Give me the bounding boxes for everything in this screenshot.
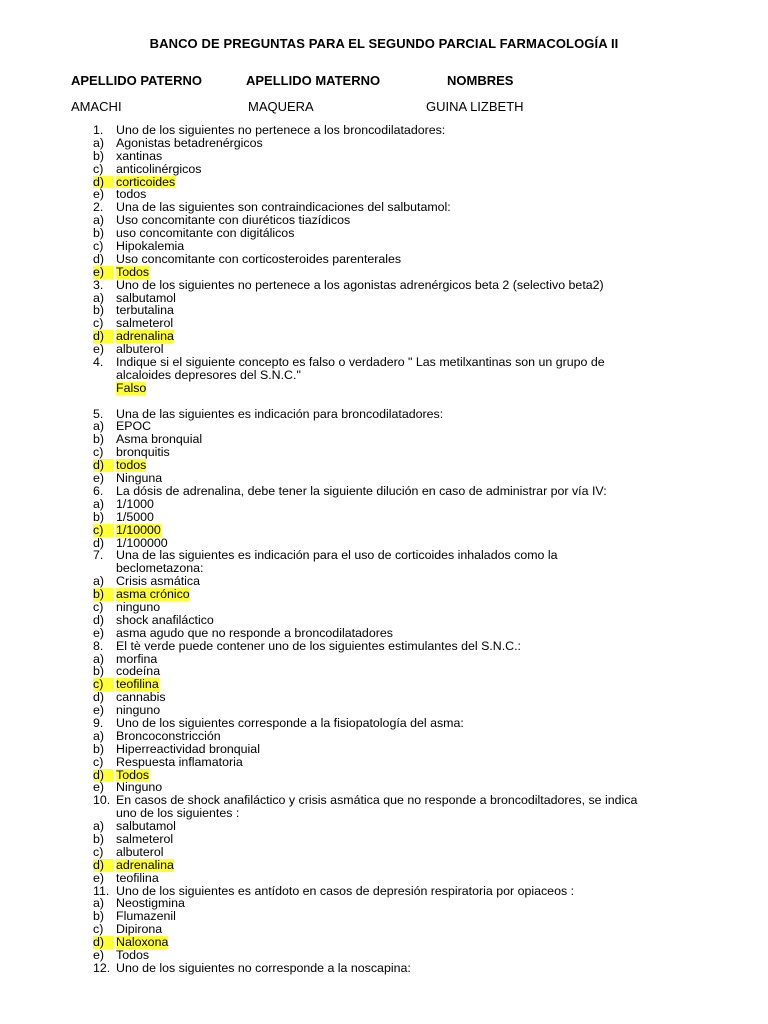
answer-option <box>0 614 768 627</box>
option-text: cannabis <box>116 690 166 705</box>
option-letter: c) <box>93 316 104 331</box>
apellido-materno-value: MAQUERA <box>248 99 314 114</box>
option-text: 1/5000 <box>116 509 154 524</box>
answer-option <box>0 266 768 279</box>
question-text: Una de las siguientes es indicación para el uso de corticoides inhalados como la <box>116 548 558 563</box>
question-line <box>0 124 768 137</box>
document-title: BANCO DE PREGUNTAS PARA EL SEGUNDO PARCIAL FARMACOLOGÍA II <box>149 36 619 51</box>
option-text: Hipokalemia <box>116 239 185 254</box>
option-letter: a) <box>93 496 105 511</box>
option-letter: a) <box>93 896 105 911</box>
option-letter: b) <box>93 831 105 846</box>
question-text-continued: beclometazona: <box>116 561 204 576</box>
option-text: bronquitis <box>116 445 170 460</box>
question-continuation <box>0 369 768 382</box>
question-text-continued: uno de los siguientes : <box>116 806 240 821</box>
blank-line <box>0 395 768 408</box>
answer-option <box>0 859 768 872</box>
answer-option <box>0 756 768 769</box>
option-letter: d) <box>93 330 113 343</box>
question-text: Uno de los siguientes es antídoto en casos de depresión respiratoria por opiaceos : <box>116 883 575 898</box>
question-text: Una de las siguientes es indicación para broncodilatadores: <box>116 406 444 421</box>
option-letter: a) <box>93 290 105 305</box>
option-text: terbutalina <box>116 303 174 318</box>
question-text: Indique si el siguiente concepto es falso o verdadero " Las metilxantinas son un grupo de <box>116 355 605 370</box>
option-text: Todos <box>116 948 150 962</box>
question-text: Uno de los siguientes no corresponde a la noscapina: <box>116 960 411 975</box>
option-letter: e) <box>93 780 105 795</box>
option-letter: b) <box>93 303 105 318</box>
answer-option <box>0 627 768 640</box>
question-number: 7. <box>93 548 104 563</box>
option-letter: a) <box>93 819 105 834</box>
option-letter: b) <box>93 226 105 241</box>
question-number: 5. <box>93 406 104 421</box>
option-letter: d) <box>93 936 113 949</box>
question-text-continued: alcaloides depresores del S.N.C." <box>116 367 301 382</box>
option-text: ninguno <box>116 599 161 614</box>
option-letter: e) <box>93 471 105 486</box>
question-number: 12. <box>93 960 111 975</box>
option-text: Todos <box>116 264 150 279</box>
question-number: 4. <box>93 355 104 370</box>
option-letter: e) <box>93 870 105 885</box>
option-text: Uso concomitante con diuréticos tiazídicos <box>116 213 351 228</box>
option-letter: b) <box>93 509 105 524</box>
option-letter: a) <box>93 213 105 228</box>
question-number: 8. <box>93 638 104 653</box>
option-text: corticoides <box>116 174 176 189</box>
option-text: morfina <box>116 651 158 666</box>
option-text: teofilina <box>116 870 159 885</box>
option-letter: e) <box>93 948 105 962</box>
option-letter: d) <box>93 459 113 472</box>
option-text: asma agudo que no responde a broncodilatadores <box>116 625 393 640</box>
option-letter: d) <box>93 176 113 189</box>
option-letter: a) <box>93 135 105 150</box>
option-text: Broncoconstricción <box>116 728 221 743</box>
option-text: uso concomitante con digitálicos <box>116 226 295 241</box>
question-text: Uno de los siguientes no pertenece a los agonistas adrenérgicos beta 2 (selectivo beta2) <box>116 277 604 292</box>
option-text: salmeterol <box>116 831 174 846</box>
option-letter: b) <box>93 664 105 679</box>
answer-option <box>0 524 768 537</box>
answer-option <box>0 872 768 885</box>
option-letter: a) <box>93 728 105 743</box>
option-letter: c) <box>93 922 104 937</box>
answer-option <box>0 601 768 614</box>
answer-option <box>0 511 768 524</box>
option-text: Uso concomitante con corticosteroides parenterales <box>116 251 402 266</box>
option-text: 1/1000 <box>116 496 154 511</box>
option-text: Neostigmina <box>116 896 185 911</box>
option-letter: c) <box>93 844 104 859</box>
option-letter: b) <box>93 909 105 924</box>
question-text: Uno de los siguientes no pertenece a los broncodilatadores: <box>116 123 446 137</box>
answer-option <box>0 498 768 511</box>
answer-option <box>0 833 768 846</box>
option-letter: a) <box>93 651 105 666</box>
answer-option <box>0 163 768 176</box>
option-letter: c) <box>93 445 104 460</box>
apellido-paterno-label: APELLIDO PATERNO <box>71 73 202 88</box>
option-text: Flumazenil <box>116 909 176 924</box>
nombres-value: GUINA LIZBETH <box>426 99 524 114</box>
question-number: 9. <box>93 715 104 730</box>
nombres-label: NOMBRES <box>447 73 514 88</box>
question-number: 2. <box>93 200 104 215</box>
option-letter: a) <box>93 574 105 589</box>
question-continuation <box>0 382 768 395</box>
option-letter: e) <box>93 703 105 718</box>
option-letter: c) <box>93 678 113 691</box>
question-text: Uno de los siguientes corresponde a la fisiopatología del asma: <box>116 715 464 730</box>
option-text: Todos <box>116 767 150 782</box>
option-letter: d) <box>93 769 113 782</box>
option-letter: b) <box>93 741 105 756</box>
option-text: Ninguno <box>116 780 163 795</box>
question-list <box>0 124 768 975</box>
question-number: 11. <box>93 883 110 898</box>
answer-option <box>0 137 768 150</box>
question-line <box>0 962 768 975</box>
option-letter: d) <box>93 612 105 627</box>
question-line <box>0 356 768 369</box>
option-text: ninguno <box>116 703 161 718</box>
option-text: salbutamol <box>116 819 176 834</box>
question-text: El tè verde puede contener uno de los siguientes estimulantes del S.N.C.: <box>116 638 522 653</box>
option-text: adrenalina <box>116 329 174 344</box>
answer-option <box>0 730 768 743</box>
answer-option <box>0 240 768 253</box>
option-text: Hiperreactividad bronquial <box>116 741 260 756</box>
answer-option <box>0 472 768 485</box>
option-text: todos <box>116 458 147 473</box>
option-letter: e) <box>93 342 105 357</box>
option-letter: b) <box>93 432 105 447</box>
option-letter: c) <box>93 161 104 176</box>
option-letter: c) <box>93 524 113 537</box>
option-text: anticolinérgicos <box>116 161 202 176</box>
option-letter: a) <box>93 419 105 434</box>
option-letter: e) <box>93 187 105 202</box>
option-letter: d) <box>93 859 113 872</box>
option-letter: b) <box>93 148 105 163</box>
option-text: salbutamol <box>116 290 176 305</box>
option-text: shock anafiláctico <box>116 612 214 627</box>
option-text: Agonistas betadrenérgicos <box>116 135 263 150</box>
answer-option <box>0 253 768 266</box>
question-line <box>0 640 768 653</box>
option-text: adrenalina <box>116 857 174 872</box>
option-text: Dipirona <box>116 922 163 937</box>
question-line <box>0 485 768 498</box>
question-text-continued: Falso <box>116 380 147 395</box>
option-letter: c) <box>93 599 104 614</box>
option-text: 1/10000 <box>116 522 161 537</box>
option-text: albuterol <box>116 342 164 357</box>
option-text: codeína <box>116 664 161 679</box>
answer-option <box>0 949 768 962</box>
option-letter: d) <box>93 535 105 550</box>
option-text: Naloxona <box>116 935 169 950</box>
option-letter: b) <box>93 588 113 601</box>
question-number: 3. <box>93 277 104 292</box>
question-line <box>0 717 768 730</box>
option-letter: d) <box>93 251 105 266</box>
apellido-paterno-value: AMACHI <box>71 99 122 114</box>
option-text: Respuesta inflamatoria <box>116 754 243 769</box>
option-text: Ninguna <box>116 471 163 486</box>
apellido-materno-label: APELLIDO MATERNO <box>246 73 381 88</box>
answer-option <box>0 150 768 163</box>
option-text: todos <box>116 187 147 202</box>
answer-option <box>0 846 768 859</box>
option-text: albuterol <box>116 844 164 859</box>
option-text: salmeterol <box>116 316 174 331</box>
answer-option <box>0 743 768 756</box>
question-line <box>0 279 768 292</box>
question-text: En casos de shock anafiláctico y crisis asmática que no responde a broncodiltadores, se indica <box>116 793 638 808</box>
option-letter: e) <box>93 266 113 279</box>
option-text: 1/100000 <box>116 535 168 550</box>
question-number: 6. <box>93 483 104 498</box>
option-text: teofilina <box>116 677 159 692</box>
question-text: La dósis de adrenalina, debe tener la siguiente dilución en caso de administrar por vía IV: <box>116 483 607 498</box>
option-text: Asma bronquial <box>116 432 203 447</box>
option-letter: d) <box>93 690 105 705</box>
option-letter: e) <box>93 625 105 640</box>
option-letter: c) <box>93 239 104 254</box>
option-text: Crisis asmática <box>116 574 200 589</box>
question-number: 1. <box>93 123 104 137</box>
option-letter: c) <box>93 754 104 769</box>
question-number: 10. <box>93 793 111 808</box>
question-text: Una de las siguientes son contraindicaciones del salbutamol: <box>116 200 451 215</box>
option-text: xantinas <box>116 148 163 163</box>
option-text: EPOC <box>116 419 152 434</box>
option-text: asma crónico <box>116 587 190 602</box>
